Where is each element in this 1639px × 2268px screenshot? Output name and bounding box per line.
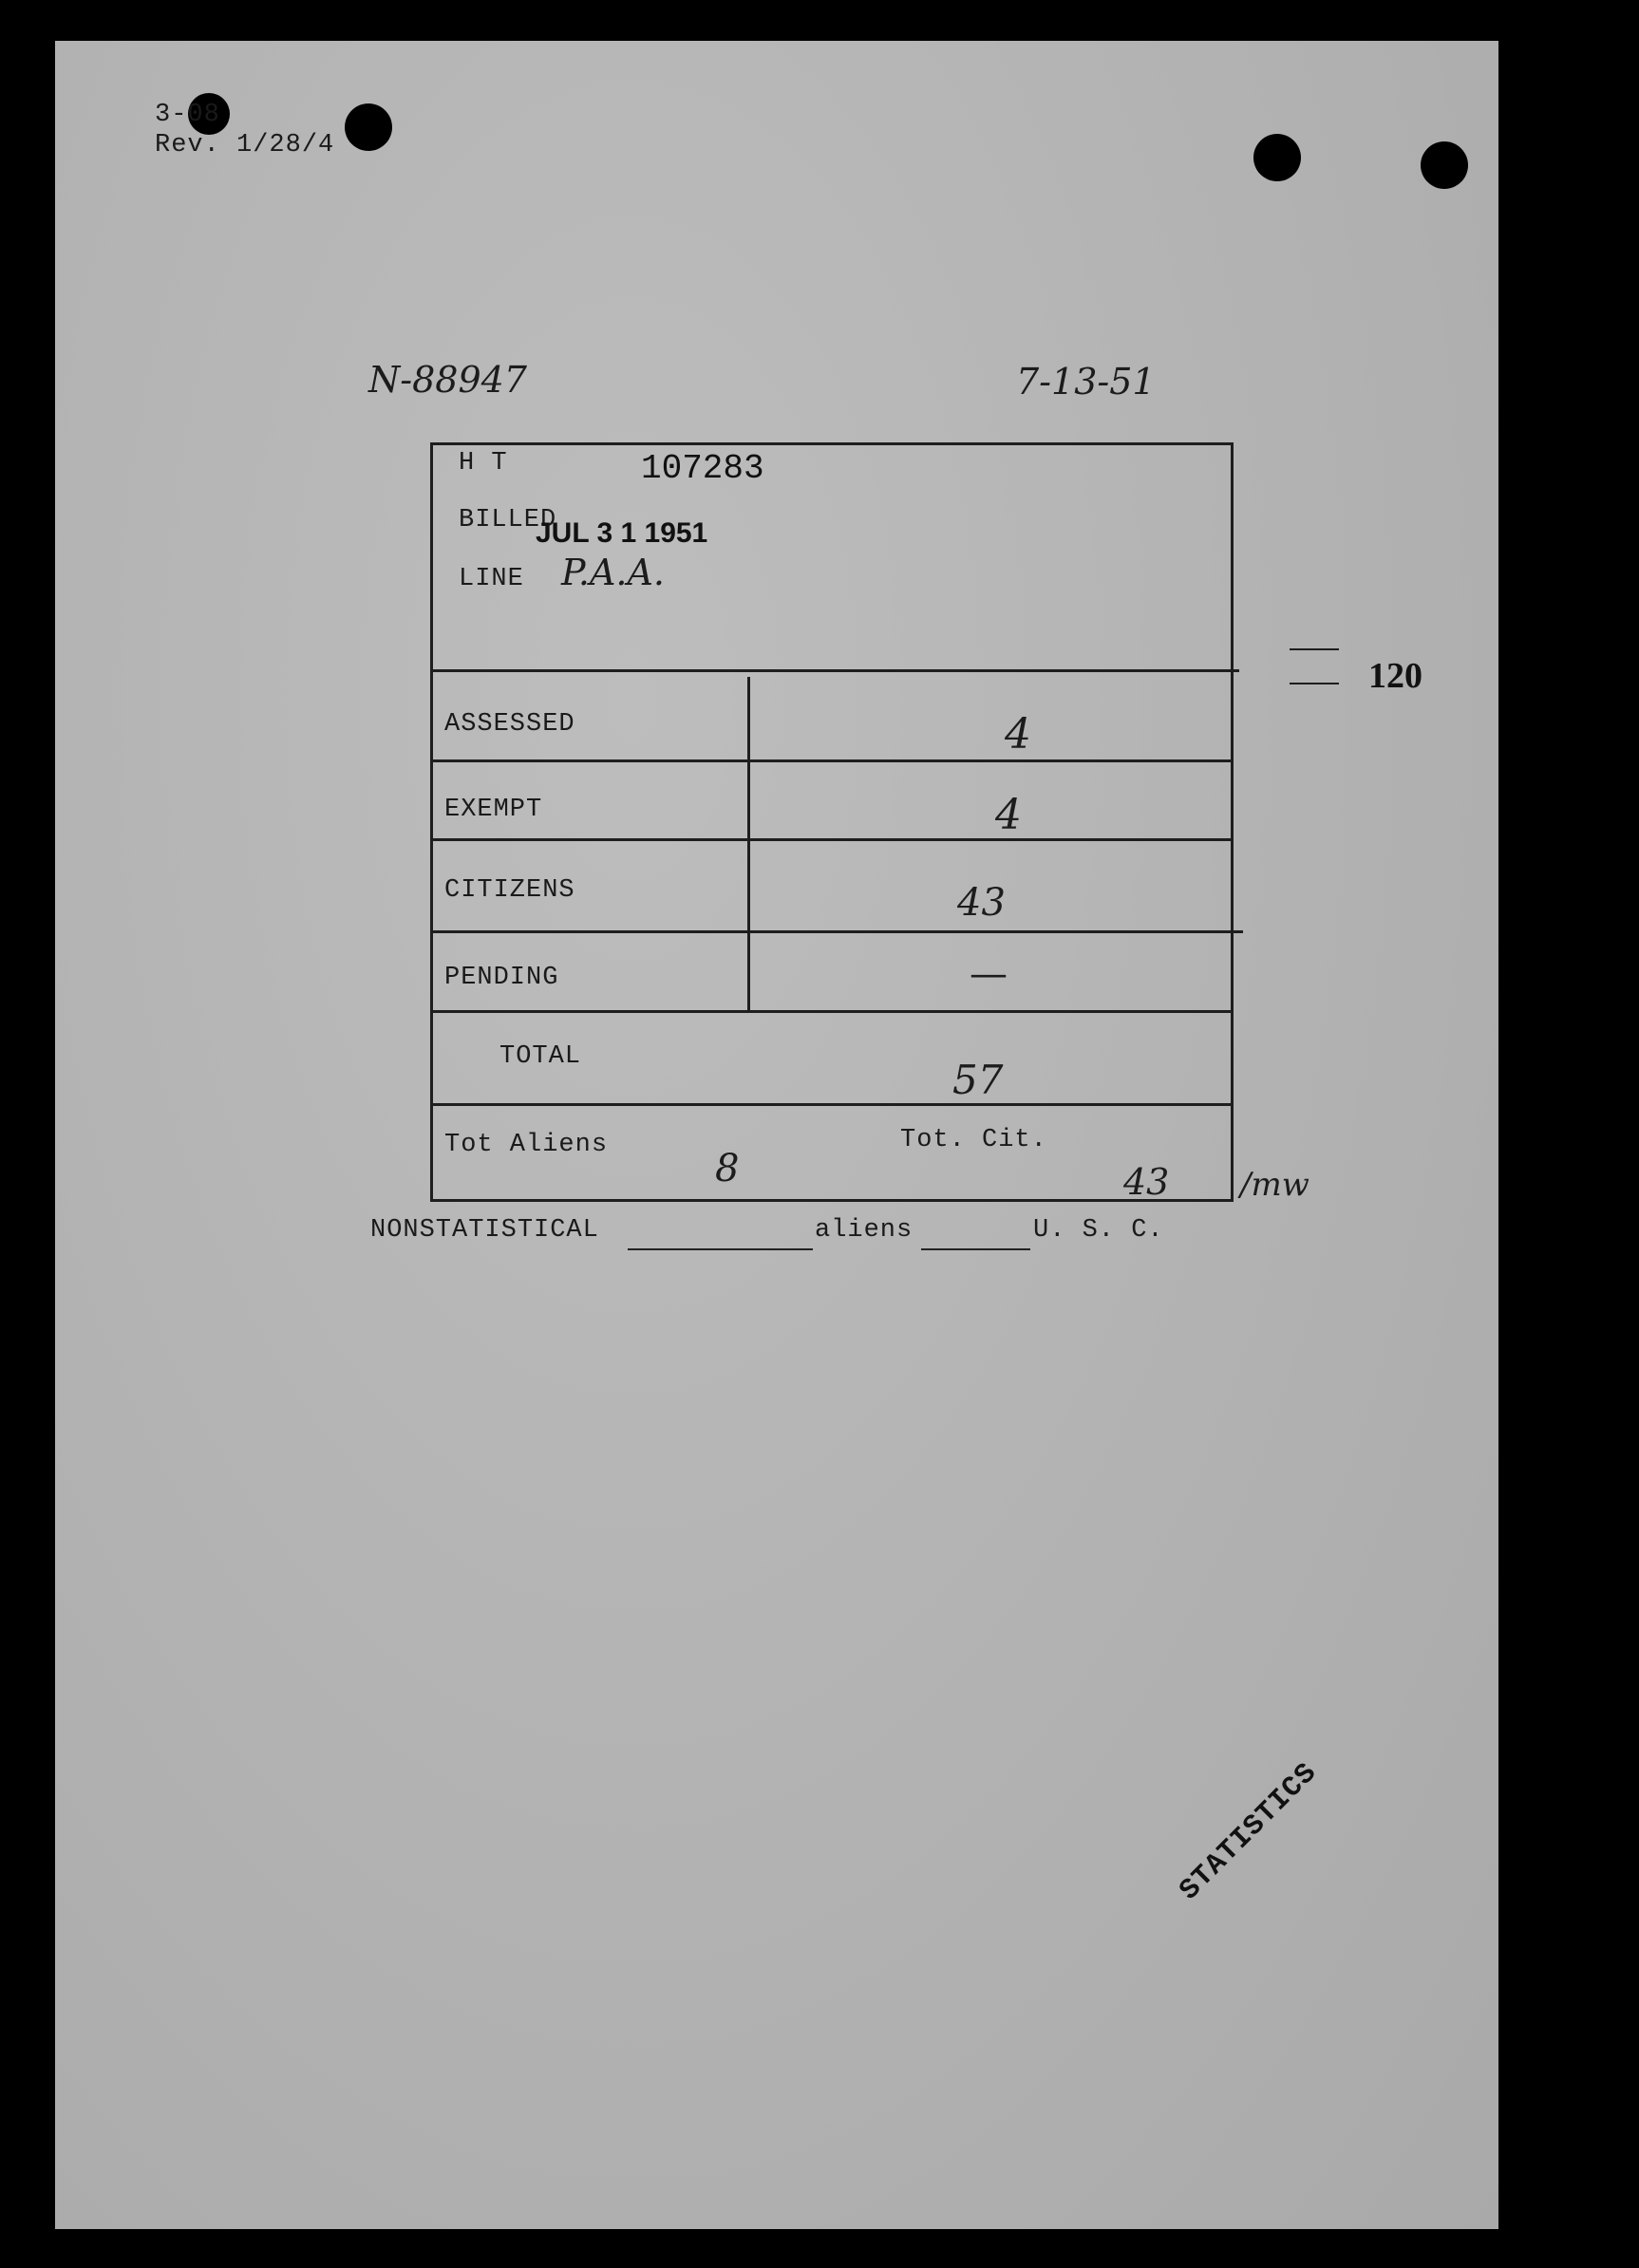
ht-label: H T bbox=[459, 449, 508, 478]
file-number: N-88947 bbox=[368, 359, 527, 401]
rule bbox=[430, 669, 1239, 672]
punch-hole bbox=[1421, 141, 1468, 189]
punch-hole bbox=[345, 103, 392, 151]
form-number: 3-08 bbox=[155, 101, 220, 129]
rule bbox=[430, 930, 1243, 933]
rule bbox=[430, 838, 1234, 841]
form-table bbox=[430, 442, 1234, 1202]
document-page bbox=[55, 41, 1498, 2229]
row-label-assessed: ASSESSED bbox=[444, 710, 575, 739]
statistics-stamp: STATISTICS bbox=[1174, 1756, 1325, 1908]
form-revision: Rev. 1/28/4 bbox=[155, 131, 335, 159]
side-count: 120 bbox=[1368, 656, 1422, 696]
aliens-label: aliens bbox=[815, 1216, 914, 1245]
line-value: P.A.A. bbox=[561, 552, 665, 593]
row-value-exempt: 4 bbox=[995, 791, 1022, 839]
row-value-assessed: 4 bbox=[1005, 710, 1031, 759]
rule bbox=[430, 1103, 1234, 1106]
row-label-citizens: CITIZENS bbox=[444, 876, 575, 905]
nonstatistical-label: NONSTATISTICAL bbox=[370, 1216, 599, 1245]
date-handwritten: 7-13-51 bbox=[1016, 361, 1156, 403]
ht-number: 107283 bbox=[641, 449, 764, 488]
billed-date-stamp: JUL 3 1 1951 bbox=[536, 517, 708, 549]
row-label-exempt: EXEMPT bbox=[444, 796, 543, 824]
blank-line bbox=[628, 1248, 813, 1250]
total-label: TOTAL bbox=[499, 1042, 582, 1071]
tot-aliens-label: Tot Aliens bbox=[444, 1131, 609, 1159]
tot-cit-value: 43 bbox=[1123, 1161, 1170, 1203]
billed-label: BILLED bbox=[459, 506, 557, 534]
row-value-citizens: 43 bbox=[957, 881, 1006, 925]
total-value: 57 bbox=[952, 1057, 1004, 1103]
tot-cit-label: Tot. Cit. bbox=[900, 1126, 1047, 1154]
tot-aliens-value: 8 bbox=[715, 1147, 740, 1190]
blank-line bbox=[921, 1248, 1030, 1250]
row-label-pending: PENDING bbox=[444, 964, 559, 992]
row-value-pending: — bbox=[970, 952, 1008, 996]
column-divider bbox=[747, 677, 750, 1010]
tally-mark bbox=[1290, 648, 1339, 650]
line-label: LINE bbox=[459, 565, 524, 593]
rule bbox=[430, 759, 1234, 762]
usc-label: U. S. C. bbox=[1033, 1216, 1164, 1245]
rule bbox=[430, 1010, 1234, 1013]
punch-hole bbox=[1253, 134, 1301, 181]
tally-mark bbox=[1290, 683, 1339, 684]
initials: /mw bbox=[1240, 1166, 1309, 1204]
